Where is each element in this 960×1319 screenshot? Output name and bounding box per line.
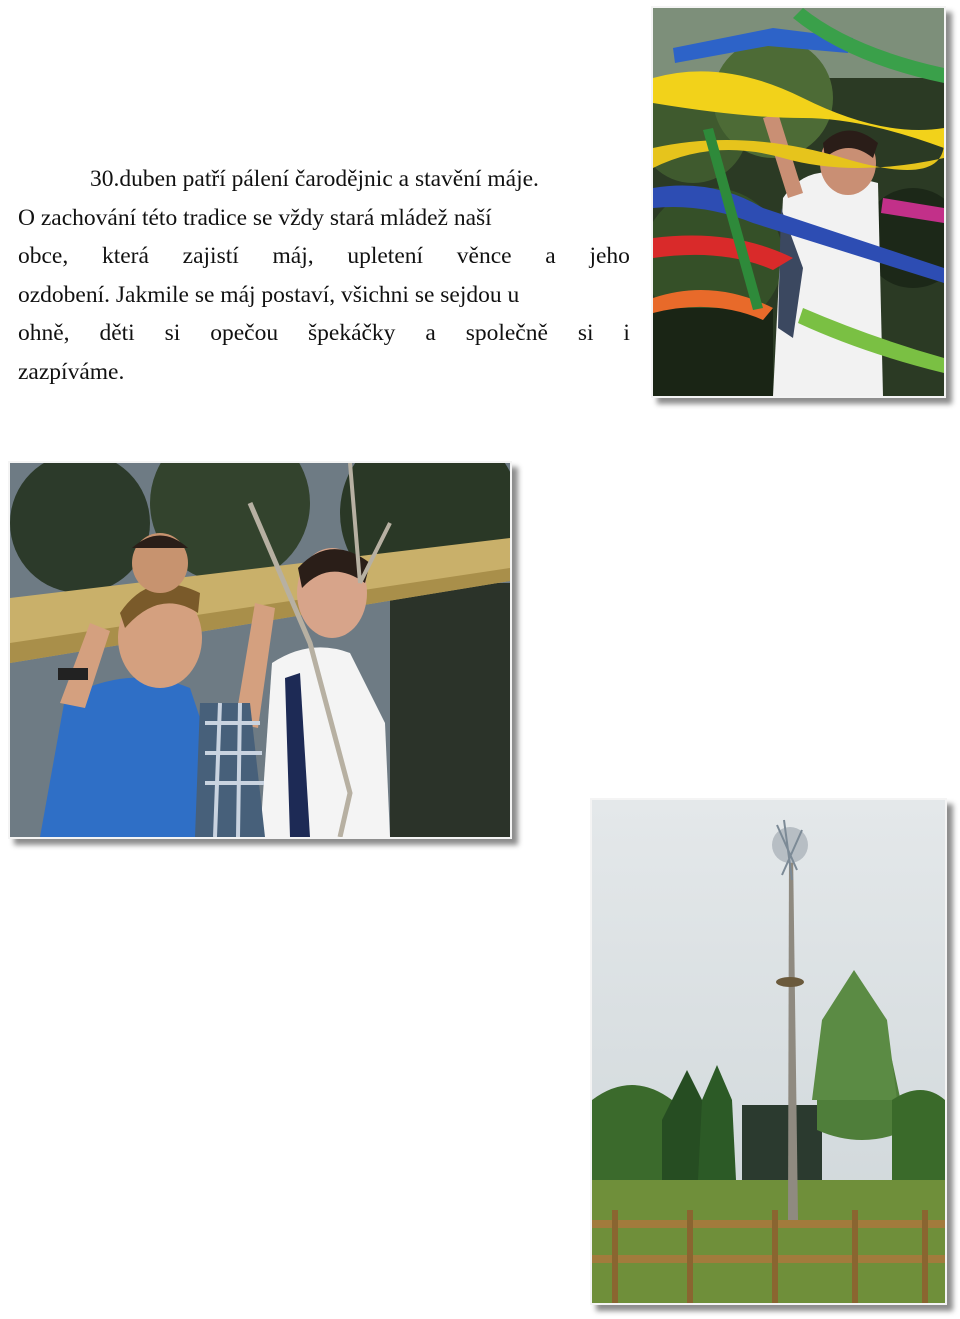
paragraph-word: ohně, xyxy=(18,320,70,346)
ribbons-photo-icon xyxy=(653,8,944,396)
paragraph-word: upletení xyxy=(347,243,424,269)
pole-carrying-photo-icon xyxy=(10,463,510,837)
paragraph-line: O zachování této tradice se vždy stará mládež naší xyxy=(18,204,492,231)
paragraph-line: ozdobení. Jakmile se máj postaví, všichni se sejdou u xyxy=(18,281,520,308)
paragraph-word: obce, xyxy=(18,243,69,269)
paragraph-word: a xyxy=(545,243,556,269)
paragraph-word: společně xyxy=(465,320,548,346)
photo-maypole xyxy=(590,798,947,1305)
paragraph-word: která xyxy=(101,243,149,269)
paragraph-word: si xyxy=(577,320,594,346)
photo-pole-carrying xyxy=(8,461,512,839)
paragraph-word: máj, xyxy=(272,243,314,269)
paragraph-word: zajistí xyxy=(182,243,239,269)
paragraph-word: i xyxy=(623,320,630,346)
paragraph-line: zazpíváme. xyxy=(18,358,125,385)
paragraph-line xyxy=(18,237,630,276)
paragraph-word: a xyxy=(425,320,436,346)
photo-ribbons xyxy=(651,6,946,398)
paragraph-word: děti xyxy=(99,320,135,346)
maypole-photo-icon xyxy=(592,800,945,1303)
paragraph-word: věnce xyxy=(456,243,512,269)
paragraph-word: jeho xyxy=(589,243,630,269)
paragraph xyxy=(18,160,630,391)
paragraph-word: opečou xyxy=(210,320,279,346)
paragraph-line: 30.duben patří pálení čarodějnic a stavění máje. xyxy=(90,166,539,192)
paragraph-word: si xyxy=(164,320,181,346)
paragraph-word: špekáčky xyxy=(308,320,396,346)
paragraph-line xyxy=(18,314,630,353)
